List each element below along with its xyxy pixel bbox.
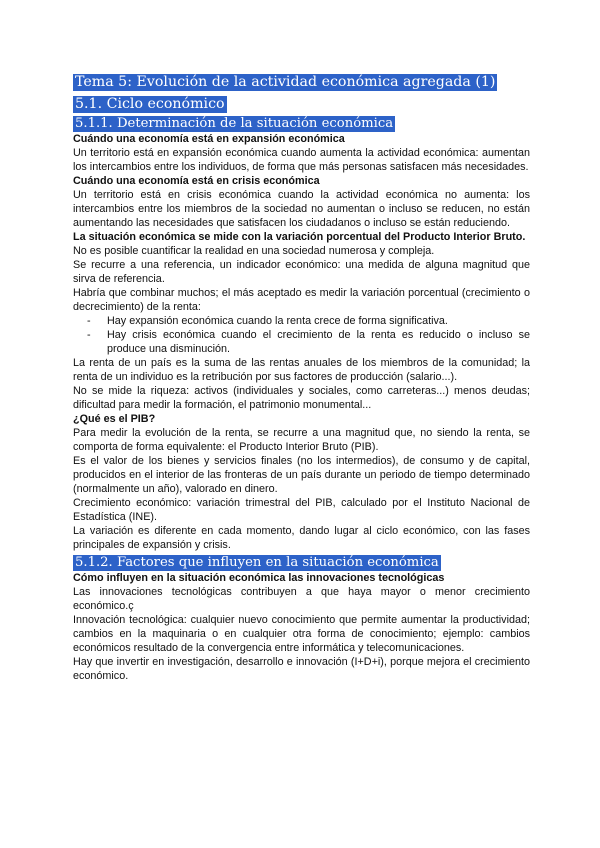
paragraph-ciclo: La variación es diferente en cada momento, dando lugar al ciclo económico, con las fases principales de expansión y crisis. xyxy=(73,525,530,551)
paragraph-renta-pais: La renta de un país es la suma de las rentas anuales de los miembros de la comunidad; la renta de un individuo es la retribución por sus factores de producción (salario...). xyxy=(73,357,530,383)
paragraph-innovacion-tecnologica: Innovación tecnológica: cualquier nuevo conocimiento que permite aumentar la productividad; cambios en la maquinaria o en cualquier otra forma de conocimiento; ejemplo: cambios económicos resultado de la convergencia entre informática y telecomunicaciones. xyxy=(73,614,530,654)
paragraph-riqueza: No se mide la riqueza: activos (individuales y sociales, como carreteras...) menos deudas; dificultad para medir la formación, el patrimonio monumental... xyxy=(73,385,530,411)
paragraph-combine: Habría que combinar muchos; el más aceptado es medir la variación porcentual (crecimiento o decrecimiento) de la renta: xyxy=(73,287,530,313)
subheading-innovaciones: Cómo influyen en la situación económica las innovaciones tecnológicas xyxy=(73,572,445,584)
document-page xyxy=(73,72,530,683)
section-heading-5-1-1: 5.1.1. Determinación de la situación económica xyxy=(75,116,394,131)
paragraph-pib-intro: Para medir la evolución de la renta, se recurre a una magnitud que, no siendo la renta, se comporta de forma equivalente: el Producto Interior Bruto (PIB). xyxy=(73,427,530,453)
paragraph-crecimiento: Crecimiento económico: variación trimestral del PIB, calculado por el Instituto Nacional de Estadística (INE). xyxy=(73,497,530,523)
subheading-expansion: Cuándo una economía está en expansión económica xyxy=(73,133,345,145)
paragraph-pib-definition: Es el valor de los bienes y servicios finales (no los intermedios), de consumo y de capital, producidos en el interior de las fronteras de un país durante un periodo de tiempo determinado (normalmente un año), valorado en dinero. xyxy=(73,455,530,495)
paragraph-expansion: Un territorio está en expansión económica cuando aumenta la actividad económica: aumentan los intercambios entre los individuos, de forma que más personas satisfacen más necesidades. xyxy=(73,147,530,173)
subheading-crisis: Cuándo una economía está en crisis económica xyxy=(73,175,320,187)
section-heading-5-1: 5.1. Ciclo económico xyxy=(75,96,225,112)
paragraph-crisis: Un territorio está en crisis económica cuando la actividad económica no aumenta: los intercambios entre los miembros de la sociedad no aumentan o incluso se reducen, no están aumentando las necesidades que satisfacen los ciudadanos o incluso se están reduciendo. xyxy=(73,189,530,229)
paragraph-reference: Se recurre a una referencia, un indicador económico: una medida de alguna magnitud que sirva de referencia. xyxy=(73,259,530,285)
subheading-que-es-pib: ¿Qué es el PIB? xyxy=(73,413,156,425)
document-title: Tema 5: Evolución de la actividad económica agregada (1) xyxy=(75,74,496,90)
paragraph-innovaciones: Las innovaciones tecnológicas contribuyen a que haya mayor o menor crecimiento económico.ç xyxy=(73,586,530,612)
paragraph-quantify: No es posible cuantificar la realidad en una sociedad numerosa y compleja. xyxy=(73,245,435,257)
bullet-crisis: - Hay crisis económica cuando el crecimiento de la renta es reducido o incluso se produce una disminución. xyxy=(73,328,530,356)
section-heading-5-1-2: 5.1.2. Factores que influyen en la situación económica xyxy=(75,555,439,570)
paragraph-idi: Hay que invertir en investigación, desarrollo e innovación (I+D+i), porque mejora el crecimiento económico. xyxy=(73,656,530,682)
subheading-pib-measure: La situación económica se mide con la variación porcentual del Producto Interior Bruto. xyxy=(73,231,526,243)
bullet-expansion: - Hay expansión económica cuando la renta crece de forma significativa. xyxy=(73,314,530,328)
renta-bullet-list xyxy=(73,314,530,356)
